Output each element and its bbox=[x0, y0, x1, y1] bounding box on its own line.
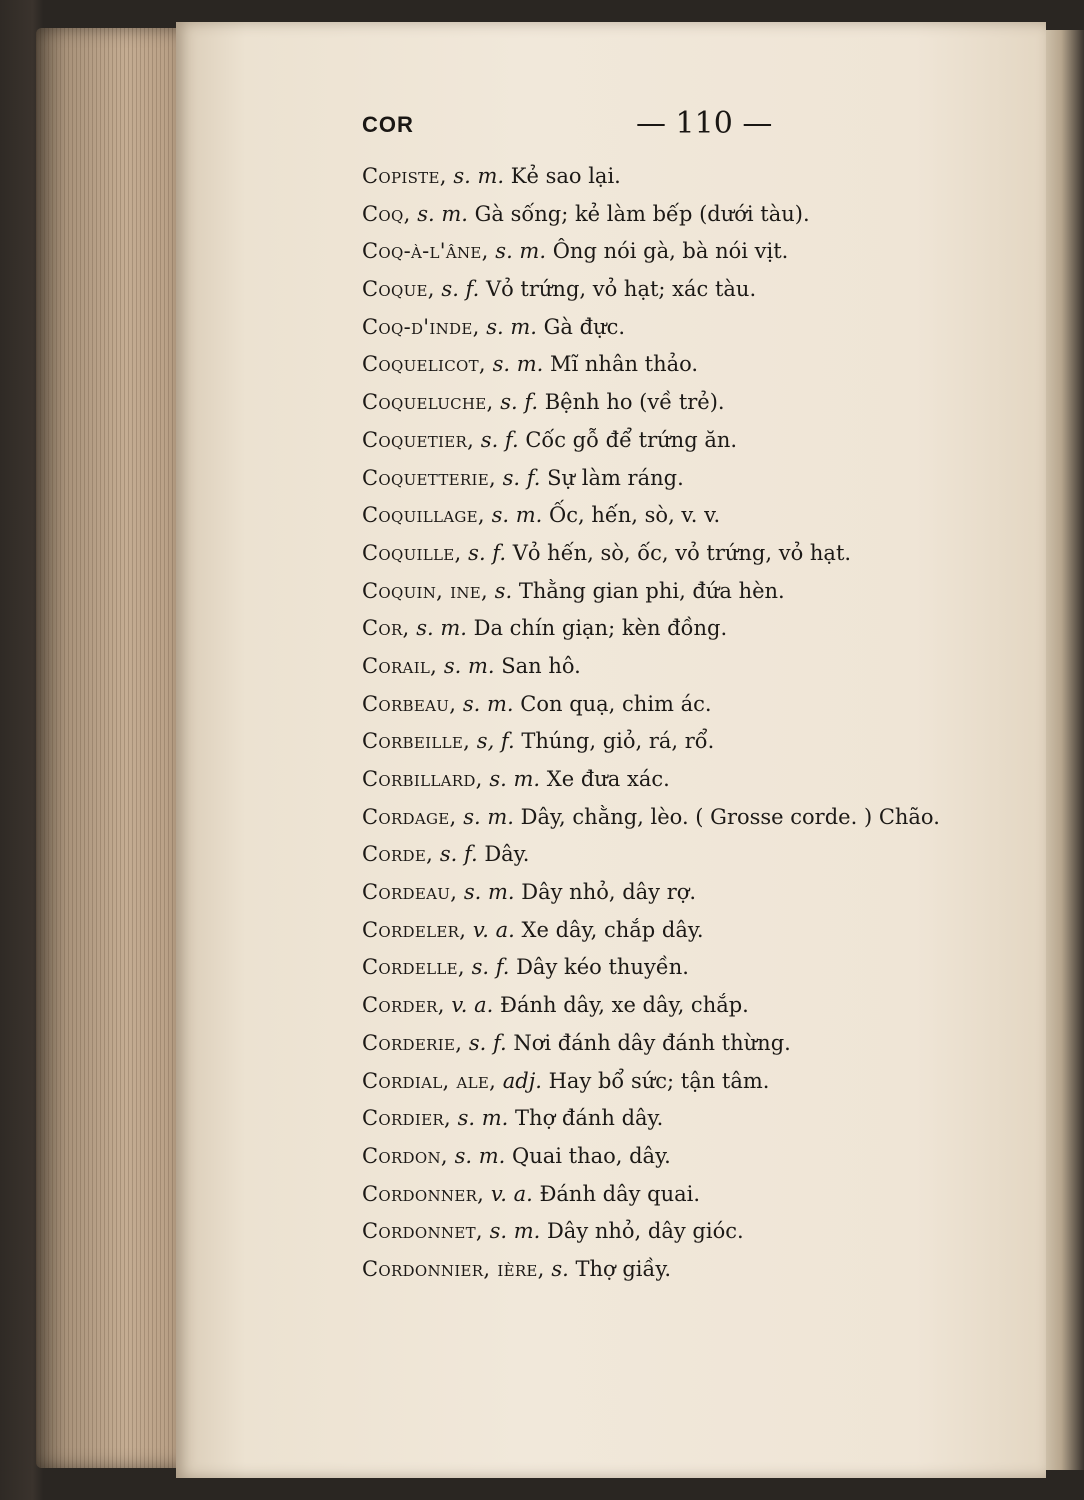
entry-definition: Vỏ hến, sò, ốc, vỏ trứng, vỏ hạt. bbox=[512, 540, 852, 565]
entry-headword: Cordonner, bbox=[362, 1181, 485, 1206]
dictionary-entry bbox=[362, 1176, 1002, 1214]
entry-headword: Coquetier, bbox=[362, 427, 475, 452]
entry-headword: Cordelle, bbox=[362, 955, 465, 980]
entry-grammar: adj. bbox=[502, 1068, 542, 1093]
entry-grammar: s. bbox=[551, 1256, 569, 1281]
entry-definition: Sự làm ráng. bbox=[547, 465, 684, 490]
dictionary-entry bbox=[362, 799, 1002, 837]
entry-grammar: s. m. bbox=[491, 503, 543, 528]
dictionary-entry bbox=[362, 949, 1002, 987]
dictionary-entry bbox=[362, 874, 1002, 912]
entry-definition: Mĩ nhân thảo. bbox=[550, 352, 699, 377]
dictionary-entry bbox=[362, 1100, 1002, 1138]
entry-headword: Corail, bbox=[362, 653, 438, 678]
entry-headword: Cordeler, bbox=[362, 917, 467, 942]
dictionary-entry bbox=[362, 384, 1002, 422]
entry-headword: Corderie, bbox=[362, 1030, 463, 1055]
dictionary-entry bbox=[362, 1025, 1002, 1063]
dictionary-entry bbox=[362, 573, 1002, 611]
page-number: — 110 — bbox=[636, 106, 773, 141]
entry-headword: Coquille, bbox=[362, 540, 462, 565]
entry-grammar: s. m. bbox=[486, 314, 537, 339]
entry-grammar: s. f. bbox=[471, 955, 510, 980]
entry-definition: Ốc, hến, sò, v. v. bbox=[549, 503, 721, 528]
dictionary-entry bbox=[362, 1063, 1002, 1101]
dictionary-entry bbox=[362, 686, 1002, 724]
entry-grammar: s. f. bbox=[480, 427, 519, 452]
entry-headword: Corde, bbox=[362, 842, 434, 867]
dictionary-entry bbox=[362, 723, 1002, 761]
entry-grammar: s. m. bbox=[454, 1143, 506, 1168]
entry-definition: Vỏ trứng, vỏ hạt; xác tàu. bbox=[485, 277, 757, 302]
entry-headword: Copiste, bbox=[362, 164, 447, 188]
dictionary-entry bbox=[362, 648, 1002, 686]
entry-definition: Xe dây, chắp dây. bbox=[521, 917, 704, 942]
entry-definition: Kẻ sao lại. bbox=[510, 164, 621, 188]
entry-definition: San hô. bbox=[501, 653, 581, 678]
entry-headword: Coqueluche, bbox=[362, 390, 494, 415]
entry-definition: Dây, chằng, lèo. ( Grosse corde. ) Chão. bbox=[520, 804, 940, 829]
running-head: COR bbox=[362, 112, 414, 137]
entry-grammar: v. a. bbox=[490, 1181, 533, 1206]
dictionary-entry bbox=[362, 1251, 1002, 1289]
entry-definition: Hay bổ sức; tận tâm. bbox=[548, 1068, 770, 1093]
dictionary-entry bbox=[362, 610, 1002, 648]
entry-definition: Xe đưa xác. bbox=[546, 767, 670, 791]
entry-definition: Nơi đánh dây đánh thừng. bbox=[513, 1030, 791, 1055]
entry-grammar: s. m. bbox=[489, 1219, 541, 1244]
entry-headword: Coquin, ine, bbox=[362, 578, 488, 603]
entry-definition: Dây. bbox=[484, 842, 530, 867]
entry-definition: Quai thao, dây. bbox=[511, 1143, 671, 1168]
entry-grammar: s. f. bbox=[468, 1030, 507, 1055]
entry-definition: Cốc gỗ để trứng ăn. bbox=[525, 427, 738, 452]
entry-headword: Cor, bbox=[362, 616, 410, 641]
entry-grammar: s. m. bbox=[489, 767, 541, 791]
entry-headword: Cordage, bbox=[362, 804, 457, 829]
entry-grammar: s. f. bbox=[439, 842, 478, 867]
entry-headword: Coq-à-l'âne, bbox=[362, 239, 489, 264]
dictionary-entry bbox=[362, 497, 1002, 535]
entry-definition: Đánh dây quai. bbox=[539, 1181, 701, 1206]
entry-grammar: s. m. bbox=[462, 691, 514, 716]
entry-grammar: s. f. bbox=[468, 540, 506, 565]
page-header bbox=[362, 106, 1002, 146]
entry-definition: Da chín giạn; kèn đồng. bbox=[473, 616, 728, 641]
entry-grammar: s. m. bbox=[463, 880, 515, 905]
facing-page-edge bbox=[1046, 30, 1084, 1470]
dictionary-entry bbox=[362, 912, 1002, 950]
entry-definition: Thợ đánh dây. bbox=[515, 1106, 664, 1131]
dictionary-entry bbox=[362, 987, 1002, 1025]
entry-grammar: s. m. bbox=[443, 653, 495, 678]
entry-definition: Thúng, giỏ, rá, rổ. bbox=[521, 729, 715, 754]
entry-headword: Coquillage, bbox=[362, 503, 485, 528]
entry-definition: Gà sống; kẻ làm bếp (dưới tàu). bbox=[474, 201, 810, 226]
dictionary-entry bbox=[362, 309, 1002, 347]
entry-headword: Corbillard, bbox=[362, 767, 483, 791]
entry-headword: Coquelicot, bbox=[362, 352, 486, 377]
entry-grammar: s. m. bbox=[492, 352, 544, 377]
entry-headword: Coq-d'inde, bbox=[362, 314, 480, 339]
entry-definition: Đánh dây, xe dây, chắp. bbox=[500, 993, 749, 1018]
page-edges bbox=[36, 28, 186, 1468]
entry-grammar: s, f. bbox=[476, 729, 515, 754]
entry-definition: Thằng gian phi, đứa hèn. bbox=[518, 578, 785, 603]
entry-grammar: s. m. bbox=[453, 164, 505, 188]
entry-definition: Dây nhỏ, dây gióc. bbox=[546, 1219, 744, 1244]
entry-headword: Cordonnet, bbox=[362, 1219, 483, 1244]
entry-definition: Bệnh ho (về trẻ). bbox=[544, 390, 725, 415]
dictionary-entry bbox=[362, 346, 1002, 384]
dictionary-entry bbox=[362, 422, 1002, 460]
dictionary-entry bbox=[362, 1138, 1002, 1176]
entry-headword: Corder, bbox=[362, 993, 445, 1018]
entry-headword: Coq, bbox=[362, 201, 411, 226]
entry-grammar: s. m. bbox=[416, 616, 467, 641]
entry-grammar: s. f. bbox=[441, 277, 480, 302]
dictionary-entry bbox=[362, 233, 1002, 271]
entry-definition: Ông nói gà, bà nói vịt. bbox=[552, 239, 789, 264]
entry-headword: Corbeau, bbox=[362, 691, 457, 716]
entry-definition: Con quạ, chim ác. bbox=[520, 691, 712, 716]
dictionary-entry bbox=[362, 271, 1002, 309]
dictionary-entry bbox=[362, 1213, 1002, 1251]
entry-grammar: s. f. bbox=[502, 465, 541, 490]
entry-headword: Cordier, bbox=[362, 1106, 451, 1131]
entry-definition: Gà đực. bbox=[543, 314, 626, 339]
entry-grammar: s. m. bbox=[417, 201, 468, 226]
dictionary-entry bbox=[362, 761, 1002, 799]
dictionary-entry bbox=[362, 535, 1002, 573]
entry-grammar: v. a. bbox=[472, 917, 515, 942]
entry-headword: Cordial, ale, bbox=[362, 1068, 497, 1093]
entry-grammar: s. m. bbox=[463, 804, 514, 829]
entry-definition: Thợ giầy. bbox=[575, 1256, 672, 1281]
dictionary-entry bbox=[362, 196, 1002, 234]
entry-grammar: s. bbox=[494, 578, 513, 603]
entry-headword: Corbeille, bbox=[362, 729, 471, 754]
entry-definition: Dây nhỏ, dây rợ. bbox=[521, 880, 697, 905]
entry-headword: Coque, bbox=[362, 277, 435, 302]
entry-list bbox=[362, 158, 1002, 1289]
entry-headword: Cordon, bbox=[362, 1143, 448, 1168]
entry-grammar: v. a. bbox=[451, 993, 494, 1018]
entry-headword: Cordonnier, ière, bbox=[362, 1256, 545, 1281]
dictionary-entry bbox=[362, 836, 1002, 874]
entry-headword: Cordeau, bbox=[362, 880, 458, 905]
dictionary-entry bbox=[362, 158, 1002, 196]
entry-grammar: s. m. bbox=[495, 239, 547, 264]
entry-headword: Coquetterie, bbox=[362, 465, 496, 490]
entry-definition: Dây kéo thuyền. bbox=[516, 955, 689, 980]
entry-grammar: s. m. bbox=[457, 1106, 509, 1131]
entry-grammar: s. f. bbox=[500, 390, 539, 415]
dictionary-entry bbox=[362, 460, 1002, 498]
